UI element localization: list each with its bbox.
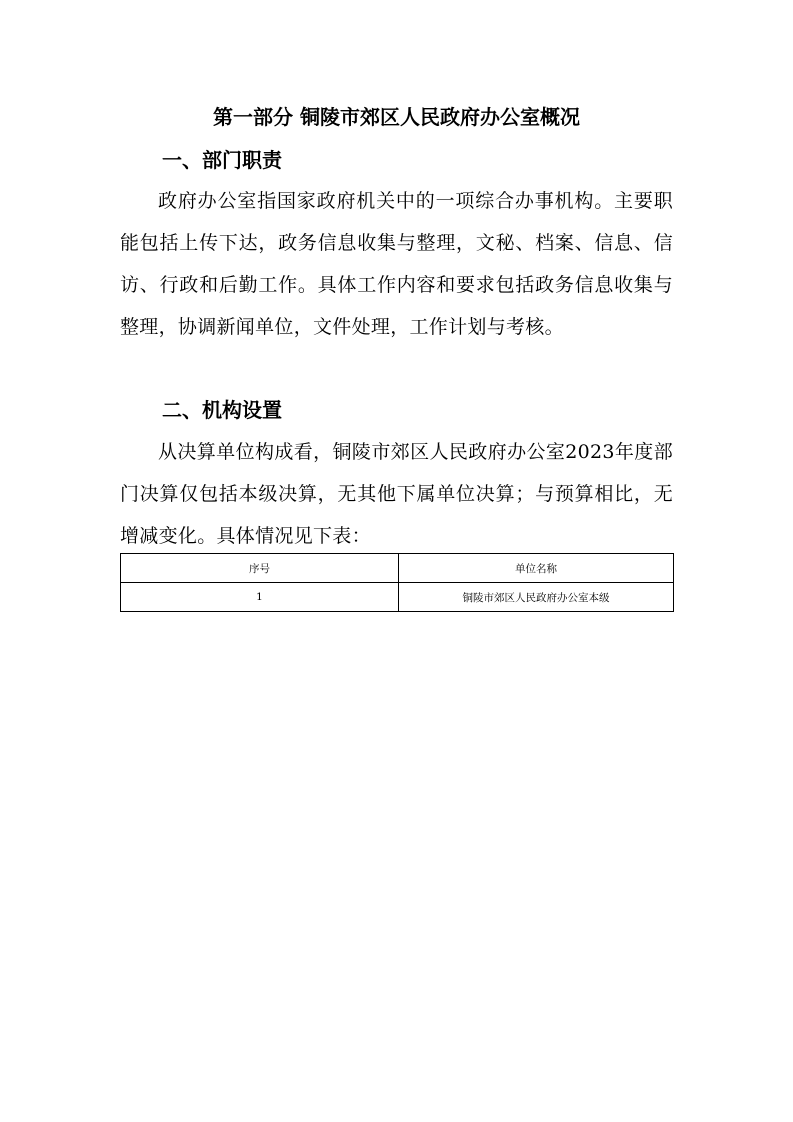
section-heading-duties: 一、部门职责 xyxy=(162,148,282,172)
table-header-index: 序号 xyxy=(121,554,399,583)
section-heading-organization: 二、机构设置 xyxy=(162,398,282,422)
section-body-organization: 从决算单位构成看，铜陵市郊区人民政府办公室2023年度部门决算仅包括本级决算，无其他下属单位决算；与预算相比，无增减变化。具体情况见下表： xyxy=(120,441,673,547)
table-header-row xyxy=(121,554,674,583)
page-title: 第一部分 铜陵市郊区人民政府办公室概况 xyxy=(213,105,580,129)
unit-table xyxy=(120,553,674,612)
table-row xyxy=(121,583,674,612)
table-header-unit-name: 单位名称 xyxy=(399,554,674,583)
table-cell-index: 1 xyxy=(121,583,399,612)
section-body-duties: 政府办公室指国家政府机关中的一项综合办事机构。主要职能包括上传下达，政务信息收集与整理，文秘、档案、信息、信访、行政和后勤工作。具体工作内容和要求包括政务信息收集与整理，协调新闻单位，文件处理，工作计划与考核。 xyxy=(120,190,673,338)
table-cell-unit-name: 铜陵市郊区人民政府办公室本级 xyxy=(399,583,674,612)
